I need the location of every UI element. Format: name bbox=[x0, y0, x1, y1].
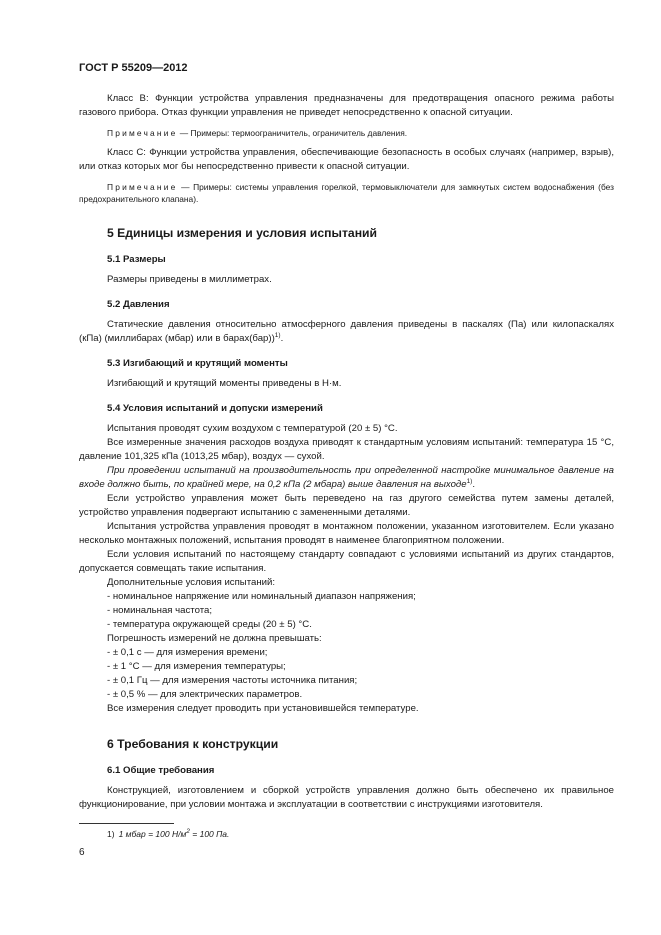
footnote-superscript: 2 bbox=[186, 828, 190, 836]
section-5-1-text: Размеры приведены в миллиметрах. bbox=[107, 274, 272, 285]
document-header: ГОСТ Р 55209—2012 bbox=[79, 62, 188, 74]
italic-text: При проведении испытаний на производительность при определенной настройке минимальное давление на входе должно быть, по крайней мере, на 0,2 кПа (2 мбара) выше давления на выходе bbox=[79, 465, 614, 490]
paragraph: Все измеренные значения расходов воздуха приводят к стандартным условиям испытаний: температура 15 °С, давление 101,325 кПа (1013,25 мбар), воздух — сухой. bbox=[79, 437, 614, 462]
page-number: 6 bbox=[79, 847, 85, 858]
paragraph: Если условия испытаний по настоящему стандарту совпадают с условиями испытаний из других стандартов, допускается совмещать такие испытания. bbox=[79, 549, 614, 574]
page-body bbox=[79, 92, 614, 812]
italic-text-end: . bbox=[472, 479, 476, 490]
list-item: - ± 0,1 Гц — для измерения частоты источника питания; bbox=[107, 675, 358, 686]
list-item: - ± 1 °С — для измерения температуры; bbox=[107, 661, 286, 672]
list-item: - температура окружающей среды (20 ± 5) °С. bbox=[107, 619, 312, 630]
note-2 bbox=[79, 181, 614, 205]
note-text: — Примеры: системы управления горелкой, термовыключатели для замкнутых систем водоснабжения (без предохранительного клапана). bbox=[79, 182, 614, 204]
section-5-3-heading: 5.3 Изгибающий и крутящий моменты bbox=[107, 358, 288, 369]
section-5-heading: 5 Единицы измерения и условия испытаний bbox=[107, 226, 378, 240]
footnote-text-end: = 100 Па. bbox=[189, 829, 230, 839]
note-1 bbox=[79, 127, 614, 139]
paragraph: Если устройство управления может быть переведено на газ другого семейства путем замены деталей, устройство управления подвергают испытанию с замененными деталями. bbox=[79, 493, 614, 518]
pressure-text: Статические давления относительно атмосферного давления приведены в паскалях (Па) или килопаскалях (кПа) (миллибарах (мбар) или в барах(бар)) bbox=[79, 319, 614, 344]
list-item: - ± 0,1 с — для измерения времени; bbox=[107, 647, 268, 658]
pressure-text-end: . bbox=[280, 333, 284, 344]
note-label: Примечание bbox=[107, 128, 178, 138]
footnote-divider bbox=[79, 823, 174, 824]
section-5-4-heading: 5.4 Условия испытаний и допуски измерений bbox=[107, 403, 323, 414]
section-5-2-text bbox=[79, 318, 614, 346]
list-item: - ± 0,5 % — для электрических параметров. bbox=[107, 689, 303, 700]
list-item: - номинальное напряжение или номинальный диапазон напряжения; bbox=[107, 591, 416, 602]
paragraph: Дополнительные условия испытаний: bbox=[107, 577, 276, 588]
section-5-3-text: Изгибающий и крутящий моменты приведены в Н·м. bbox=[107, 378, 342, 389]
section-5-2-heading: 5.2 Давления bbox=[107, 299, 170, 310]
footnote-ref: 1) bbox=[466, 477, 473, 485]
class-c-paragraph: Класс С: Функции устройства управления, обеспечивающие безопасность в особых случаях (например, взрыв), или отказ которых мог бы непосредственно привести к опасной ситуации. bbox=[79, 147, 614, 172]
section-6-1-text: Конструкцией, изготовлением и сборкой устройств управления должно быть обеспечено их правильное функционирование, при условии монтажа и эксплуатации в соответствии с инструкциями изготовителя. bbox=[79, 785, 614, 810]
paragraph: Погрешность измерений не должна превышать: bbox=[107, 633, 322, 644]
paragraph-italic bbox=[79, 464, 614, 492]
footnote-ref: 1) bbox=[274, 331, 281, 339]
footnote bbox=[107, 829, 229, 839]
paragraph: Испытания устройства управления проводят в монтажном положении, указанном изготовителем. Если указано несколько монтажных положений, испытания проводят в наименее благоприятном положении. bbox=[79, 521, 614, 546]
section-6-heading: 6 Требования к конструкции bbox=[107, 737, 279, 751]
note-text: — Примеры: термоограничитель, ограничитель давления. bbox=[177, 128, 408, 138]
paragraph: Все измерения следует проводить при установившейся температуре. bbox=[107, 703, 419, 714]
list-item: - номинальная частота; bbox=[107, 605, 213, 616]
section-5-1-heading: 5.1 Размеры bbox=[107, 254, 166, 265]
class-b-paragraph: Класс В: Функции устройства управления предназначены для предотвращения опасного режима работы газового прибора. Отказ функции управления не приведет непосредственно к опасной ситуации. bbox=[79, 93, 614, 118]
footnote-text: 1 мбар = 100 Н/м bbox=[118, 829, 187, 839]
paragraph: Испытания проводят сухим воздухом с температурой (20 ± 5) °С. bbox=[107, 423, 398, 434]
footnote-number: 1) bbox=[107, 829, 115, 839]
section-6-1-heading: 6.1 Общие требования bbox=[107, 765, 215, 776]
note-label: Примечание bbox=[107, 182, 178, 192]
